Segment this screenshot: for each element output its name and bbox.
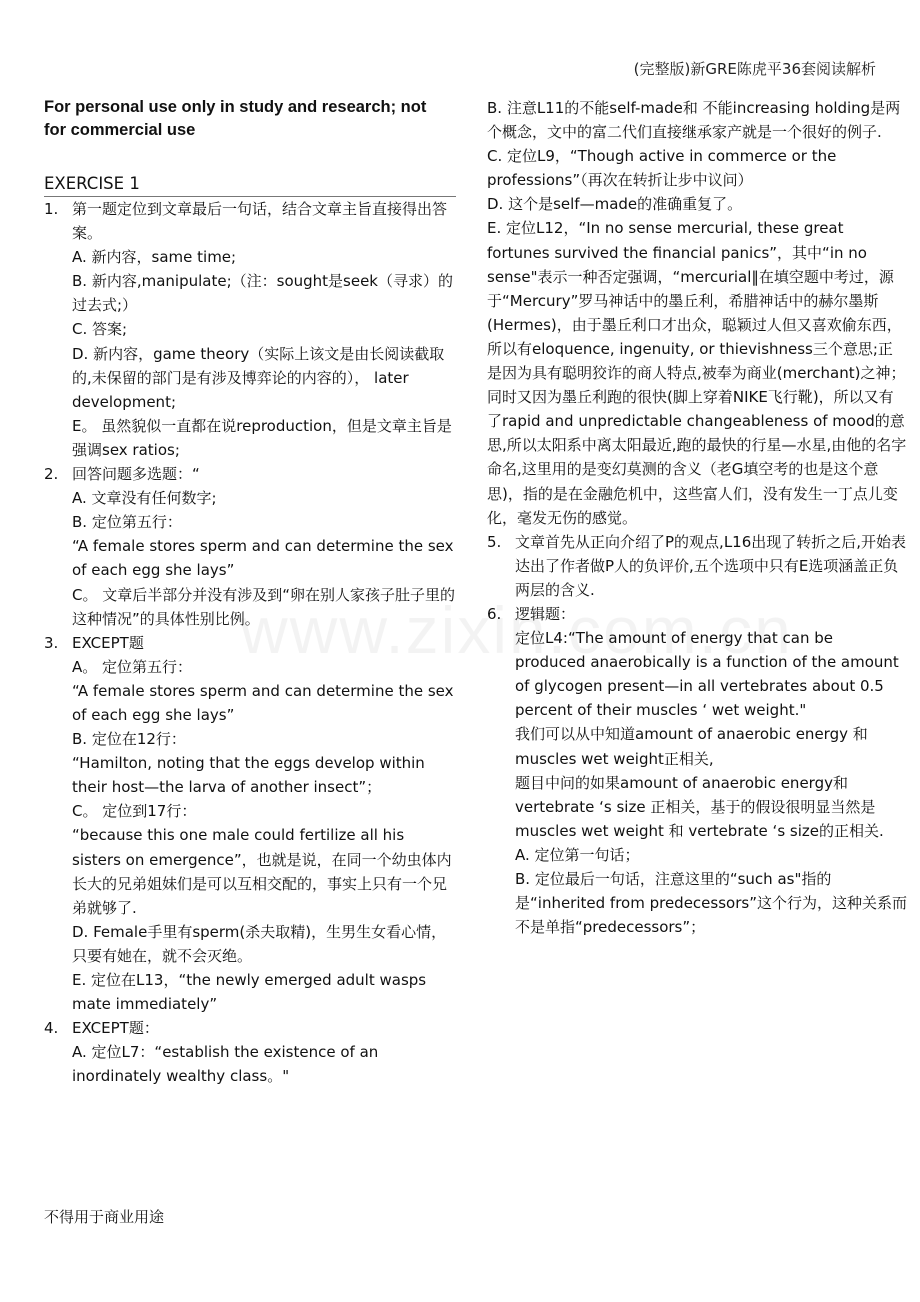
usage-notice-line1: For personal use only in study and research; not bbox=[44, 98, 427, 116]
usage-notice bbox=[44, 96, 456, 142]
running-header: (完整版)新GRE陈虎平36套阅读解析 bbox=[633, 60, 876, 78]
question-4-continued bbox=[487, 96, 907, 530]
answer-paragraph: C. 定位L9，“Though active in commerce or the professions”（再次在转折让步中议问） bbox=[487, 147, 837, 190]
answer-paragraph: “Hamilton, noting that the eggs develop within their host—the larva of another insect”； bbox=[72, 754, 425, 797]
question-number: 1. bbox=[44, 200, 59, 218]
answer-paragraph: A. 定位第一句话； bbox=[515, 845, 640, 864]
answer-paragraph: 定位L4:“The amount of energy that can be produced anaerobically is a function of the amount of glycogen present—in all vertebrates about 0.5 percent of their muscles ‘ wet weight." bbox=[515, 629, 899, 720]
answer-paragraph: C. 答案; bbox=[72, 320, 128, 339]
answer-paragraph: A。 定位第五行： bbox=[72, 657, 193, 676]
answer-paragraph: 文章首先从正向介绍了P的观点,L16出现了转折之后,开始表达出了作者做P人的负评价,五个选项中只有E选项涵盖正负两层的含义. bbox=[515, 532, 907, 599]
question-item bbox=[44, 1016, 456, 1088]
answer-paragraph: EXCEPT题 bbox=[72, 633, 144, 652]
answer-paragraph: D. Female手里有sperm(杀夫取精)，生男生女看心情，只要有她在，就不会灭绝。 bbox=[72, 922, 447, 965]
answer-paragraph: D. 这个是self—made的准确重复了。 bbox=[487, 195, 743, 214]
answer-paragraph: “because this one male could fertilize all his sisters on emergence”，也就是说，在同一个幼虫体内长大的兄弟姐妹们是可以互相交配的，事实上只有一个兄弟就够了. bbox=[72, 826, 452, 917]
usage-notice-line2: for commercial use bbox=[44, 121, 196, 139]
answer-paragraph: 题目中问的如果amount of anaerobic energy和vertebrate ‘s size 正相关，基于的假设很明显当然是muscles wet weight 和 vertebrate ‘s size的正相关. bbox=[515, 773, 884, 840]
answer-paragraph: B. 注意L11的不能self-made和 不能increasing holding是两个概念，文中的富二代们直接继承家产就是一个很好的例子. bbox=[487, 99, 901, 142]
answer-paragraph: C。 文章后半部分并没有涉及到“卵在别人家孩子肚子里的这种情况”的具体性别比例。 bbox=[72, 585, 456, 628]
question-item bbox=[44, 631, 456, 1017]
question-number: 2. bbox=[44, 465, 59, 484]
left-question-list bbox=[44, 197, 456, 1088]
answer-paragraph: 回答问题多选题：“ bbox=[72, 465, 200, 484]
answer-paragraph: 逻辑题： bbox=[515, 604, 576, 623]
answer-paragraph: D. 新内容，game theory（实际上该文是由长阅读截取的,未保留的部门是有涉及博弈论的内容的）， later development; bbox=[72, 344, 445, 411]
answer-paragraph: B. 新内容,manipulate;（注：sought是seek（寻求）的过去式;） bbox=[72, 272, 453, 315]
question-number: 5. bbox=[487, 532, 502, 551]
answer-paragraph: B. 定位最后一句话，注意这里的“such as"指的是“inherited from predecessors”这个行为，这种关系而不是单指“predecessors”； bbox=[515, 870, 907, 937]
answer-paragraph: “A female stores sperm and can determine the sex of each egg she lays” bbox=[72, 681, 454, 724]
answer-paragraph: A. 新内容，same time; bbox=[72, 248, 237, 267]
exercise-title: EXERCISE 1 bbox=[44, 173, 456, 197]
answer-paragraph: C。 定位到17行： bbox=[72, 802, 197, 821]
answer-paragraph: E. 定位在L13，“the newly emerged adult wasps mate immediately” bbox=[72, 971, 427, 1014]
question-number: 4. bbox=[44, 1019, 59, 1038]
answer-paragraph: 我们可以从中知道amount of anaerobic energy 和muscles wet weight正相关, bbox=[515, 725, 868, 768]
answer-paragraph: B. 定位在12行： bbox=[72, 730, 186, 749]
answer-paragraph: E。 虽然貌似一直都在说reproduction，但是文章主旨是强调sex ratios; bbox=[72, 416, 452, 459]
question-item bbox=[487, 602, 907, 939]
answer-paragraph: B. 定位第五行： bbox=[72, 513, 182, 532]
answer-paragraph: A. 定位L7：“establish the existence of an inordinately wealthy class。" bbox=[72, 1043, 379, 1086]
question-number: 6. bbox=[487, 604, 502, 623]
answer-paragraph: 第一题定位到文章最后一句话，结合文章主旨直接得出答案。 bbox=[72, 200, 448, 243]
left-column bbox=[44, 96, 456, 1088]
answer-paragraph: A. 文章没有任何数字; bbox=[72, 489, 217, 508]
question-number: 3. bbox=[44, 633, 59, 652]
right-column bbox=[487, 96, 907, 939]
answer-paragraph: EXCEPT题： bbox=[72, 1019, 159, 1038]
question-item bbox=[44, 197, 456, 462]
question-item bbox=[44, 462, 456, 631]
answer-paragraph: E. 定位L12，“In no sense mercurial, these great fortunes survived the financial panics”，其中“in no sense"表示一种否定强调，“mercurial‖在填空题中考过，源于“Mercury”罗马神话中的墨丘利，希腊神话中的赫尔墨斯(Hermes)，由于墨丘利口才出众，聪颖过人但又喜欢偷东西，所以有eloquence, ingenuity, or thievishness三个意思;正是因为具有聪明狡诈的商人特点,被奉为商业(merchant)之神；同时又因为墨丘利跑的很快(脚上穿着NIKE飞行靴)，所以又有了rapid and unpredictable changeableness of mood的意思,所以太阳系中离太阳最近,跑的最快的行星—水星,由他的名字命名,这里用的是变幻莫测的含义（老G填空考的也是这个意思)，指的是在金融危机中，这些富人们，没有发生一丁点儿变化，毫发无伤的感觉。 bbox=[487, 219, 907, 527]
answer-paragraph: “A female stores sperm and can determine the sex of each egg she lays” bbox=[72, 537, 454, 580]
right-question-list bbox=[487, 530, 907, 940]
question-item bbox=[487, 530, 907, 602]
footer-notice: 不得用于商业用途 bbox=[44, 1208, 165, 1226]
